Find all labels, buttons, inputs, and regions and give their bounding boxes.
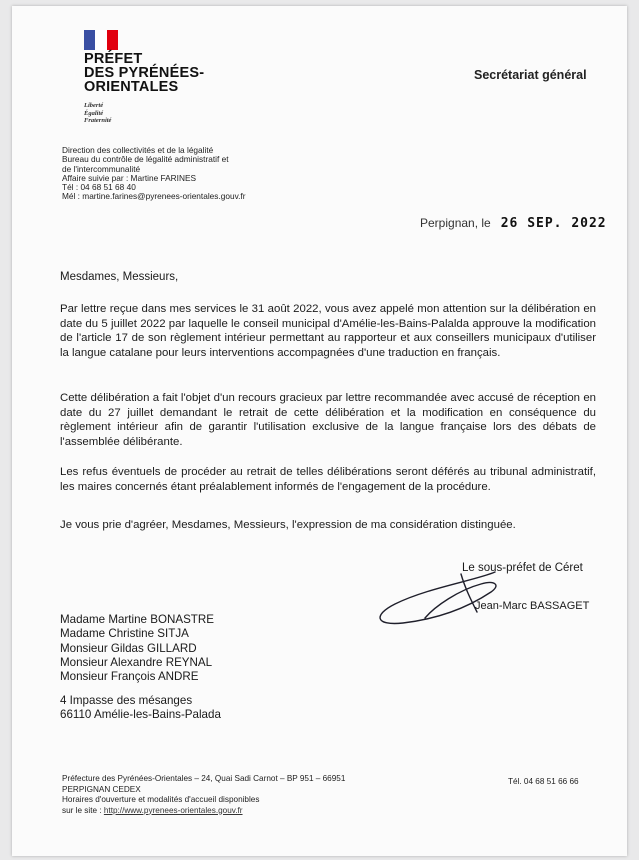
flag-red-stripe <box>107 30 118 50</box>
republic-motto <box>84 102 111 125</box>
recipient-name: Monsieur Gildas GILLARD <box>60 641 197 655</box>
sender-block <box>62 146 246 202</box>
flag-blue-stripe <box>84 30 95 50</box>
prefecture-name-line: DES PYRÉNÉES- <box>84 65 205 81</box>
prefecture-name-line: PRÉFET <box>84 51 143 67</box>
recipient-name: Monsieur François ANDRE <box>60 670 199 684</box>
footer-line: PERPIGNAN CEDEX <box>62 784 141 794</box>
body-paragraph: Les refus éventuels de procéder au retrait de telles délibérations seront déférés au tribunal administratif, les maires concernés étant préalablement informés de l'engagement de la procédure. <box>60 466 596 493</box>
flag-white-stripe <box>95 30 106 50</box>
footer-line: Préfecture des Pyrénées-Orientales – 24, Quai Sadi Carnot – BP 951 – 66951 <box>62 774 346 783</box>
date-line <box>420 216 607 231</box>
motto-line: Liberté <box>84 102 104 109</box>
date-stamp: 26 SEP. 2022 <box>500 216 607 231</box>
recipient-address <box>60 694 221 723</box>
footer-phone: Tél. 04 68 51 66 66 <box>508 777 579 786</box>
signatory-name: Jean-Marc BASSAGET <box>475 600 590 612</box>
prefecture-name-line: ORIENTALES <box>84 79 179 95</box>
sender-line: Direction des collectivités et de la légalité <box>62 145 214 155</box>
footer-block <box>62 774 345 816</box>
sender-line: de l'intercommunalité <box>62 163 141 174</box>
footer-site-prefix: sur le site : <box>62 805 102 815</box>
signatory-title: Le sous-préfet de Céret <box>462 562 583 574</box>
closing-paragraph: Je vous prie d'agréer, Mesdames, Messieurs, l'expression de ma considération distinguée. <box>60 519 516 531</box>
recipient-name: Madame Christine SITJA <box>60 627 189 641</box>
sender-line: Tél : 04 68 51 68 40 <box>62 182 136 193</box>
recipient-name: Madame Martine BONASTRE <box>60 613 214 626</box>
body-paragraph: Par lettre reçue dans mes services le 31 août 2022, vous avez appelé mon attention sur la délibération en date du 5 juillet 2022 par laquelle le conseil municipal d'Amélie-les-Bains-Palalda approuve la modification de l'article 17 de son règlement intérieur permettant au rapporteur et aux conseillers municipaux d'utiliser la langue catalane pour leurs interventions accompagnées d'une traduction en français. <box>60 303 596 359</box>
letter-page <box>12 6 627 856</box>
address-line: 4 Impasse des mésanges <box>60 694 193 707</box>
sender-line: Mél : martine.farines@pyrenees-orientales.gouv.fr <box>62 191 246 202</box>
prefecture-name <box>84 52 204 94</box>
footer-site-link[interactable]: http://www.pyrenees-orientales.gouv.fr <box>103 805 243 815</box>
motto-line: Égalité <box>84 109 104 117</box>
footer-site-line <box>62 806 345 817</box>
address-line: 66110 Amélie-les-Bains-Palada <box>60 708 221 722</box>
french-flag-logo <box>84 30 118 50</box>
footer-line: Horaires d'ouverture et modalités d'accueil disponibles <box>62 795 260 804</box>
recipients-block <box>60 613 214 684</box>
date-place: Perpignan, le <box>420 216 491 230</box>
sender-line: Affaire suivie par : Martine FARINES <box>62 172 197 183</box>
recipient-name: Monsieur Alexandre REYNAL <box>60 655 213 669</box>
sender-line: Bureau du contrôle de légalité administratif et <box>62 154 229 165</box>
motto-line: Fraternité <box>84 117 112 124</box>
salutation: Mesdames, Messieurs, <box>60 271 179 283</box>
body-paragraph: Cette délibération a fait l'objet d'un recours gracieux par lettre recommandée avec accusé de réception en date du 27 juillet demandant le retrait de cette délibération et la modification en conséquence du règlement intérieur afin de garantir l'utilisation exclusive de la langue française lors des débats de l'assemblée délibérante. <box>60 392 596 448</box>
department-title: Secrétariat général <box>474 68 587 82</box>
